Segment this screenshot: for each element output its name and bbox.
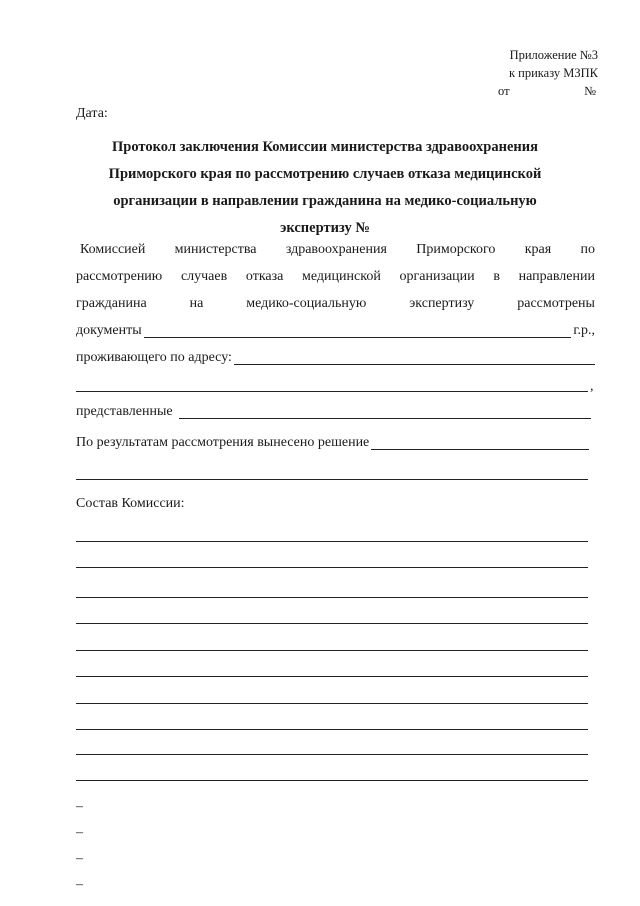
- appendix-date-number: [478, 82, 598, 100]
- composition-line[interactable]: [76, 729, 588, 730]
- documents-row: [76, 323, 595, 350]
- word: Приморского: [416, 242, 496, 257]
- word: организации: [399, 269, 475, 284]
- title-line-3: организации в направлении гражданина на медико-социальную: [113, 193, 537, 209]
- dash-mark: –: [76, 825, 83, 840]
- word: здравоохранения: [285, 242, 387, 257]
- word: случаев: [180, 269, 228, 284]
- composition-line[interactable]: [76, 597, 588, 598]
- address-label: проживающего по адресу:: [76, 350, 232, 365]
- appendix-order: к приказу МЗПК: [508, 66, 598, 80]
- word: медицинской: [302, 269, 381, 284]
- documents-fill-line[interactable]: [144, 323, 572, 338]
- title-line-2: Приморского края по рассмотрению случаев отказа медицинской: [108, 166, 542, 182]
- date-label: Дата:: [76, 106, 108, 121]
- body-line-2-words: [76, 269, 595, 285]
- body-line-1: [76, 242, 595, 269]
- protocol-body: [76, 242, 595, 462]
- body-line-3-words: [76, 296, 595, 312]
- composition-line[interactable]: [76, 754, 588, 755]
- documents-label: документы: [76, 323, 142, 338]
- submitted-fill-line[interactable]: [179, 404, 591, 419]
- birth-year-label: г.р.,: [573, 323, 595, 338]
- address-row: [76, 350, 595, 377]
- word: рассмотрению: [76, 269, 163, 284]
- word: гражданина: [76, 296, 147, 311]
- dash-mark: –: [76, 877, 83, 892]
- appendix-header: [478, 46, 598, 100]
- title-line-4: экспертизу №: [280, 220, 370, 236]
- title-line-1: Протокол заключения Комиссии министерства здравоохранения: [112, 139, 538, 155]
- dash-mark: –: [76, 851, 83, 866]
- address-continuation-row: [76, 377, 595, 404]
- appendix-number: Приложение №3: [509, 48, 598, 62]
- composition-line[interactable]: [76, 541, 588, 542]
- appendix-from-label: от: [498, 84, 510, 98]
- word: медико-социальную: [246, 296, 367, 311]
- decision-fill-line[interactable]: [371, 435, 589, 450]
- appendix-number-sign: №: [584, 84, 596, 98]
- decision-continuation-line[interactable]: [76, 479, 588, 480]
- composition-label: Состав Комиссии:: [76, 496, 185, 511]
- composition-line[interactable]: [76, 623, 588, 624]
- body-line-1-words: [76, 242, 595, 258]
- composition-line[interactable]: [76, 676, 588, 677]
- word: на: [189, 296, 204, 311]
- address-continuation-line[interactable]: [76, 377, 588, 392]
- composition-line[interactable]: [76, 780, 588, 781]
- word: министерства: [174, 242, 257, 257]
- word: направлении: [518, 269, 595, 284]
- decision-label: По результатам рассмотрения вынесено решение: [76, 435, 370, 450]
- body-line-3: [76, 296, 595, 323]
- protocol-title: [90, 134, 560, 242]
- word: рассмотрены: [517, 296, 595, 311]
- word: отказа: [245, 269, 284, 284]
- address-comma: ,: [590, 379, 594, 394]
- word: экспертизу: [409, 296, 475, 311]
- composition-line[interactable]: [76, 650, 588, 651]
- word: по: [580, 242, 595, 257]
- submitted-row: [76, 404, 595, 431]
- dash-mark: –: [76, 799, 83, 814]
- composition-line[interactable]: [76, 703, 588, 704]
- submitted-label: представленные: [76, 404, 173, 419]
- address-fill-line[interactable]: [234, 350, 595, 365]
- word: Комиссией: [80, 242, 146, 257]
- body-line-2: [76, 269, 595, 296]
- word: края: [524, 242, 552, 257]
- decision-row: [76, 435, 595, 462]
- word: в: [493, 269, 500, 284]
- composition-line[interactable]: [76, 567, 588, 568]
